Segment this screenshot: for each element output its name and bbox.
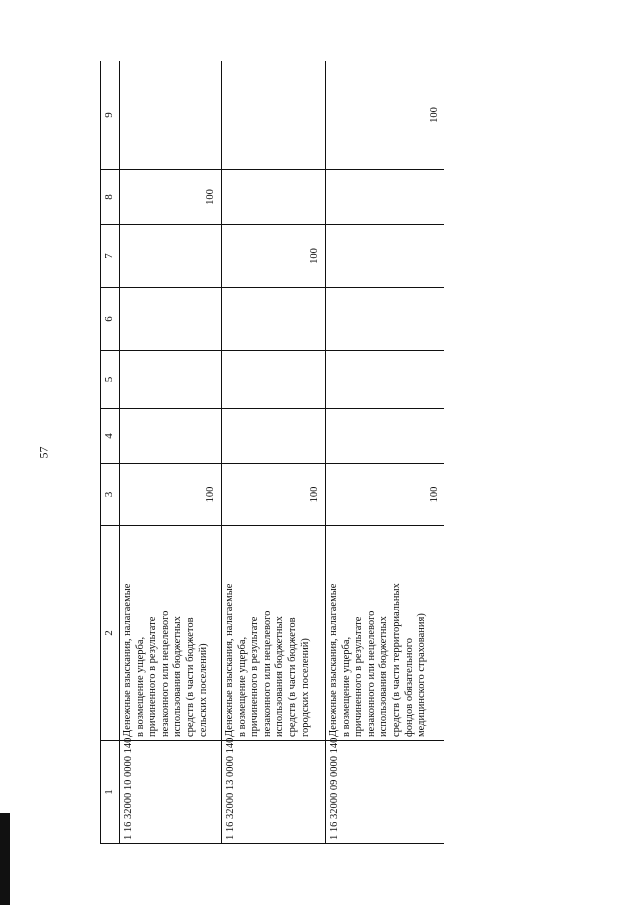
header-col-5: 5 [101,351,120,409]
header-col-2: 2 [101,526,120,741]
description-line: сельских поселений) [197,643,209,737]
description-line: незаконного или нецелевого [261,610,273,737]
description-line: незаконного или нецелевого [159,610,171,737]
description-line: в возмещение ущерба, [134,636,146,737]
value-cell-col-5 [326,351,445,409]
budget-table [100,61,444,844]
value-cell-col-3: 100 [120,464,222,526]
rotated-table-frame [100,61,444,844]
value-cell-col-6 [120,288,222,351]
description-line: незаконного или нецелевого [365,610,377,737]
value-cell-col-7 [120,225,222,288]
description-line: причиненного в результате [147,616,159,737]
description-line: средств (в части бюджетов [286,617,298,737]
description-line: Денежные взыскания, налагаемые [224,583,235,737]
table-row [222,61,326,844]
budget-code: 1 16 32000 13 0000 140 [222,741,326,844]
description-line: городских поселений) [299,638,311,737]
description [326,526,445,741]
value-cell-col-8 [222,170,326,225]
description-line: использования бюджетных [172,616,184,737]
description-line: причиненного в результате [249,616,261,737]
header-col-9: 9 [101,61,120,170]
value-cell-col-6 [326,288,445,351]
description-line: медицинского страхования) [416,613,428,737]
table-row [120,61,222,844]
page-number: 57 [36,446,51,459]
description-line: в возмещение ущерба, [340,636,352,737]
description [222,526,326,741]
value-cell-col-7: 100 [222,225,326,288]
header-col-1: 1 [101,741,120,844]
header-col-4: 4 [101,409,120,464]
value-cell-col-8: 100 [120,170,222,225]
header-col-8: 8 [101,170,120,225]
description-line: средств (в части бюджетов [184,617,196,737]
header-col-3: 3 [101,464,120,526]
value-cell-col-3: 100 [326,464,445,526]
description-line: средств (в части территориальных [390,583,402,737]
budget-code: 1 16 32000 10 0000 140 [120,741,222,844]
value-cell-col-7 [326,225,445,288]
value-cell-col-4 [120,409,222,464]
header-row [101,61,120,844]
value-cell-col-5 [222,351,326,409]
value-cell-col-5 [120,351,222,409]
description [120,526,222,741]
header-col-6: 6 [101,288,120,351]
description-line: в возмещение ущерба, [236,636,248,737]
scan-edge-mark [0,813,10,905]
value-cell-col-4 [326,409,445,464]
rotated-table-container [100,61,444,844]
description-line: Денежные взыскания, налагаемые [122,583,133,737]
value-cell-col-9: 100 [326,61,445,170]
value-cell-col-9 [120,61,222,170]
budget-code: 1 16 32000 09 0000 140 [326,741,445,844]
description-line: использования бюджетных [274,616,286,737]
value-cell-col-3: 100 [222,464,326,526]
value-cell-col-8 [326,170,445,225]
value-cell-col-9 [222,61,326,170]
description-line: фондов обязательного [403,638,415,737]
header-col-7: 7 [101,225,120,288]
table-row [326,61,445,844]
description-line: использования бюджетных [378,616,390,737]
value-cell-col-6 [222,288,326,351]
description-line: причиненного в результате [353,616,365,737]
value-cell-col-4 [222,409,326,464]
description-line: Денежные взыскания, налагаемые [328,583,339,737]
